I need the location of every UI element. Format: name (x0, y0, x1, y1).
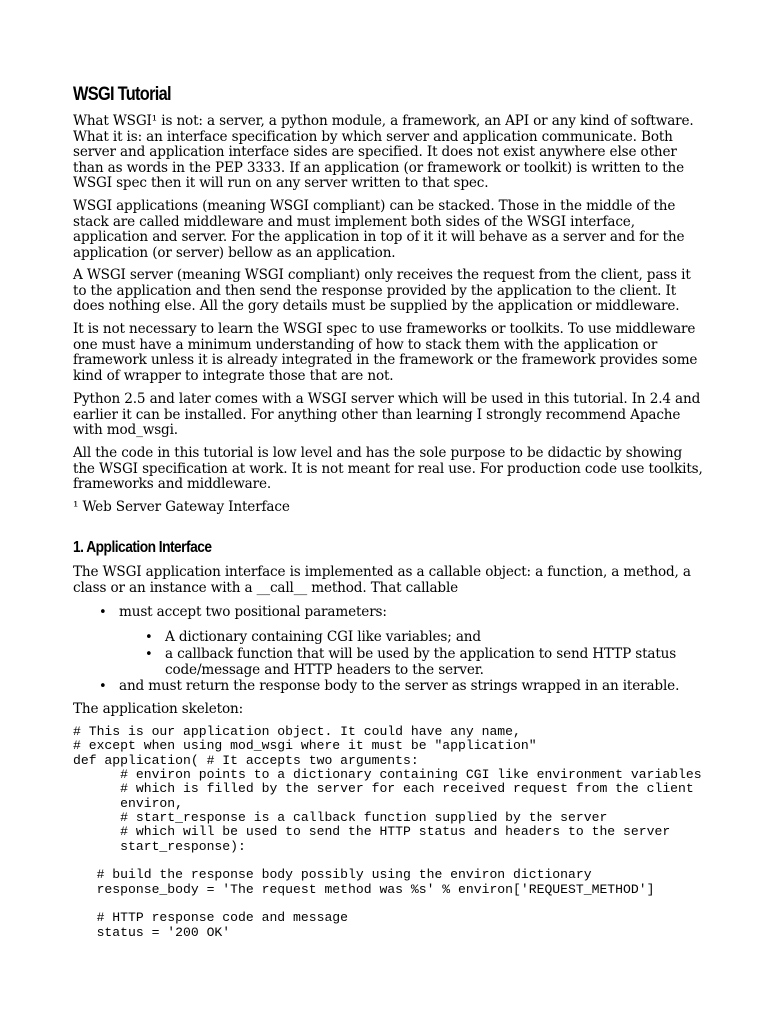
intro-paragraph-5: Python 2.5 and later comes with a WSGI server which will be used in this tutorial. In 2.4 and earlier it can be installed. For anything other than learning I strongly recommend Apache with mod_wsgi. (73, 391, 701, 439)
intro-paragraph-2: WSGI applications (meaning WSGI compliant) can be stacked. Those in the middle of the stack are called middleware and must implement both sides of the WSGI interface, application and server. For the application in top of it it will behave as a server and for the application (or server) bellow as an application. (73, 198, 685, 261)
code-block: # This is our application object. It could have any name, # except when using mod_wsgi where it must be "application" def application( # It accepts two arguments: # environ points to a dictionary containing CGI like environment variables # which is filled by the server for each received request from the client environ, # start_response is a callback function supplied by the server # which will be used to send the HTTP status and headers to the server start_response): # build the response body possibly using the environ dictionary response_body = 'The request method was %s' % environ['REQUEST_METHOD'] # HTTP response code and message status = '200 OK' (73, 724, 702, 940)
sub-bullet-item-1: A dictionary containing CGI like variables; and (165, 629, 481, 645)
intro-paragraph-4: It is not necessary to learn the WSGI spec to use frameworks or toolkits. To use middleware one must have a minimum understanding of how to stack them with the application or framework unless it is already integrated in the framework or the framework provides some kind of wrapper to integrate those that are not. (73, 321, 698, 384)
bullet-item-1: must accept two positional parameters: (119, 604, 387, 620)
bullet-marker: • (145, 647, 153, 662)
intro-paragraph-6: All the code in this tutorial is low level and has the sole purpose to be didactic by showing the WSGI specification at work. It is not meant for real use. For production code use toolkits, frameworks and middleware. (73, 445, 703, 493)
section-heading: 1. Application Interface (73, 539, 212, 556)
bullet-item-2: and must return the response body to the server as strings wrapped in an iterable. (119, 678, 680, 694)
bullet-marker: • (145, 630, 153, 645)
intro-paragraph-1: What WSGI¹ is not: a server, a python module, a framework, an API or any kind of software. What it is: an interface specification by which server and application communicate. Both server and application interface sides are specified. It does not exist anywhere else other than as words in the PEP 3333. If an application (or framework or toolkit) is written to the WSGI spec then it will run on any server written to that spec. (73, 113, 694, 192)
section-intro: The WSGI application interface is implemented as a callable object: a function, a method, a class or an instance with a __call__ method. That callable (73, 564, 691, 596)
bullet-marker: • (99, 605, 107, 620)
sub-bullet-item-2: a callback function that will be used by the application to send HTTP status code/message and HTTP headers to the server. (165, 646, 677, 678)
skeleton-label: The application skeleton: (73, 701, 244, 717)
bullet-marker: • (99, 679, 107, 694)
page-title: WSGI Tutorial (73, 84, 171, 105)
intro-paragraph-3: A WSGI server (meaning WSGI compliant) only receives the request from the client, pass it to the application and then send the response provided by the application to the client. It does nothing else. All the gory details must be supplied by the application or middleware. (73, 267, 691, 315)
footnote: ¹ Web Server Gateway Interface (73, 499, 290, 515)
